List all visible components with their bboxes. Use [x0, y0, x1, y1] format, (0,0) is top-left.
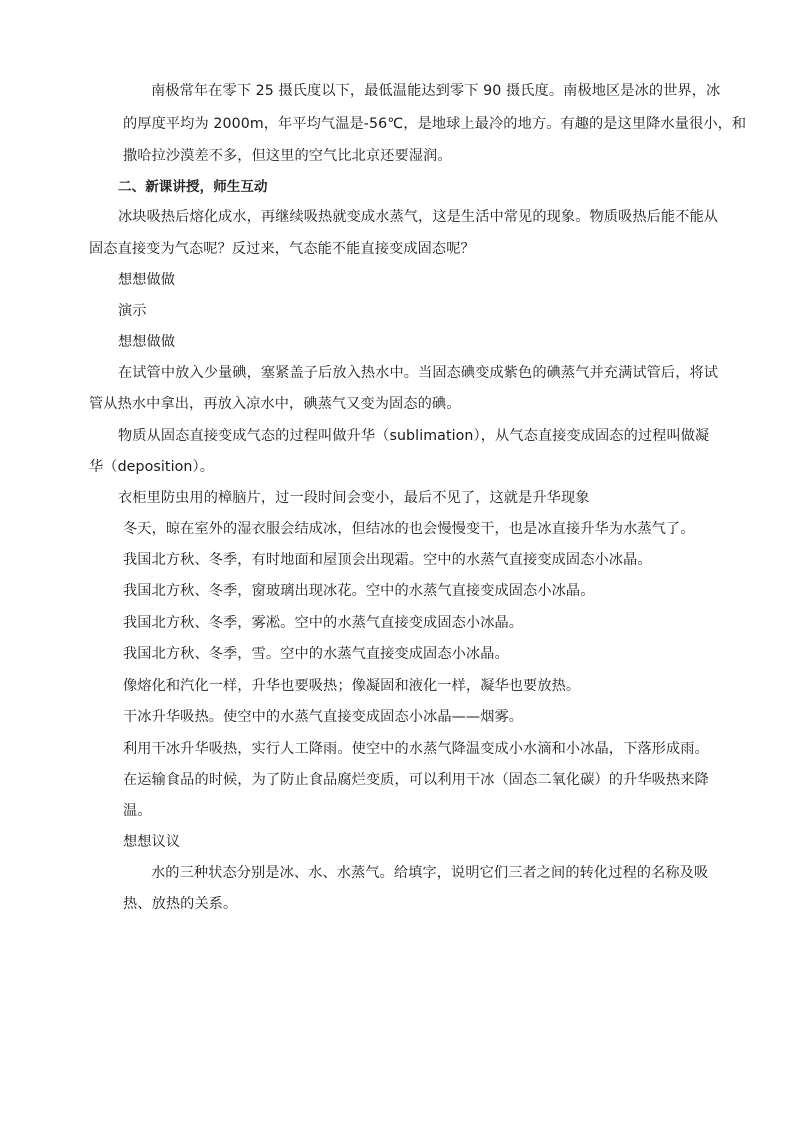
example-line: 冬天，晾在室外的湿衣服会结成冰，但结冰的也会慢慢变干，也是冰直接升华为水蒸气了。: [123, 521, 695, 537]
paragraph-line: 物质从固态直接变成气态的过程叫做升华（sublimation），从气态直接变成固态的过程叫做凝: [118, 428, 710, 444]
paragraph-line: 温。: [123, 803, 152, 819]
paragraph-line: 撒哈拉沙漠差不多，但这里的空气比北京还要湿润。: [123, 148, 452, 164]
example-line: 衣柜里防虫用的樟脑片，过一段时间会变小，最后不见了，这就是升华现象: [118, 490, 590, 506]
label-think-discuss: 想想议议: [123, 834, 181, 850]
label-demo: 演示: [118, 303, 147, 319]
paragraph-line: 华（deposition）。: [89, 459, 214, 475]
paragraph-line: 冰块吸热后熔化成水，再继续吸热就变成水蒸气，这是生活中常见的现象。物质吸热后能不能从: [118, 209, 719, 225]
example-line: 我国北方秋、冬季，雪。空中的水蒸气直接变成固态小冰晶。: [123, 646, 509, 662]
label-think-do: 想想做做: [118, 334, 176, 350]
paragraph-line: 在试管中放入少量碘，塞紧盖子后放入热水中。当固态碘变成紫色的碘蒸气并充满试管后，将试: [118, 365, 719, 381]
example-line: 利用干冰升华吸热，实行人工降雨。使空中的水蒸气降温变成小水滴和小冰晶，下落形成雨。: [123, 741, 709, 757]
paragraph-line: 管从热水中拿出，再放入凉水中，碘蒸气又变为固态的碘。: [89, 396, 461, 412]
paragraph-line: 的厚度平均为 2000m，年平均气温是-56℃，是地球上最冷的地方。有趣的是这里降水量很小，和: [123, 116, 747, 132]
example-line: 干冰升华吸热。使空中的水蒸气直接变成固态小冰晶——烟雾。: [123, 709, 524, 725]
paragraph-line: 水的三种状态分别是冰、水、水蒸气。给填字，说明它们三者之间的转化过程的名称及吸: [151, 865, 709, 881]
label-think-do: 想想做做: [118, 272, 176, 288]
section-heading: 二、新课讲授，师生互动: [118, 179, 268, 195]
paragraph-line: 热、放热的关系。: [123, 896, 238, 912]
example-line: 我国北方秋、冬季，雾凇。空中的水蒸气直接变成固态小冰晶。: [123, 615, 524, 631]
paragraph-line: 南极常年在零下 25 摄氏度以下，最低温能达到零下 90 摄氏度。南极地区是冰的世界，冰: [151, 83, 721, 99]
example-line: 我国北方秋、冬季，有时地面和屋顶会出现霜。空中的水蒸气直接变成固态小冰晶。: [123, 552, 652, 568]
example-line: 我国北方秋、冬季，窗玻璃出现冰花。空中的水蒸气直接变成固态小冰晶。: [123, 583, 595, 599]
example-line: 像熔化和汽化一样，升华也要吸热；像凝固和液化一样，凝华也要放热。: [123, 678, 581, 694]
paragraph-line: 固态直接变为气态呢？反过来，气态能不能直接变成固态呢？: [89, 241, 475, 257]
paragraph-line: 在运输食品的时候，为了防止食品腐烂变质，可以利用干冰（固态二氧化碳）的升华吸热来降: [123, 772, 709, 788]
